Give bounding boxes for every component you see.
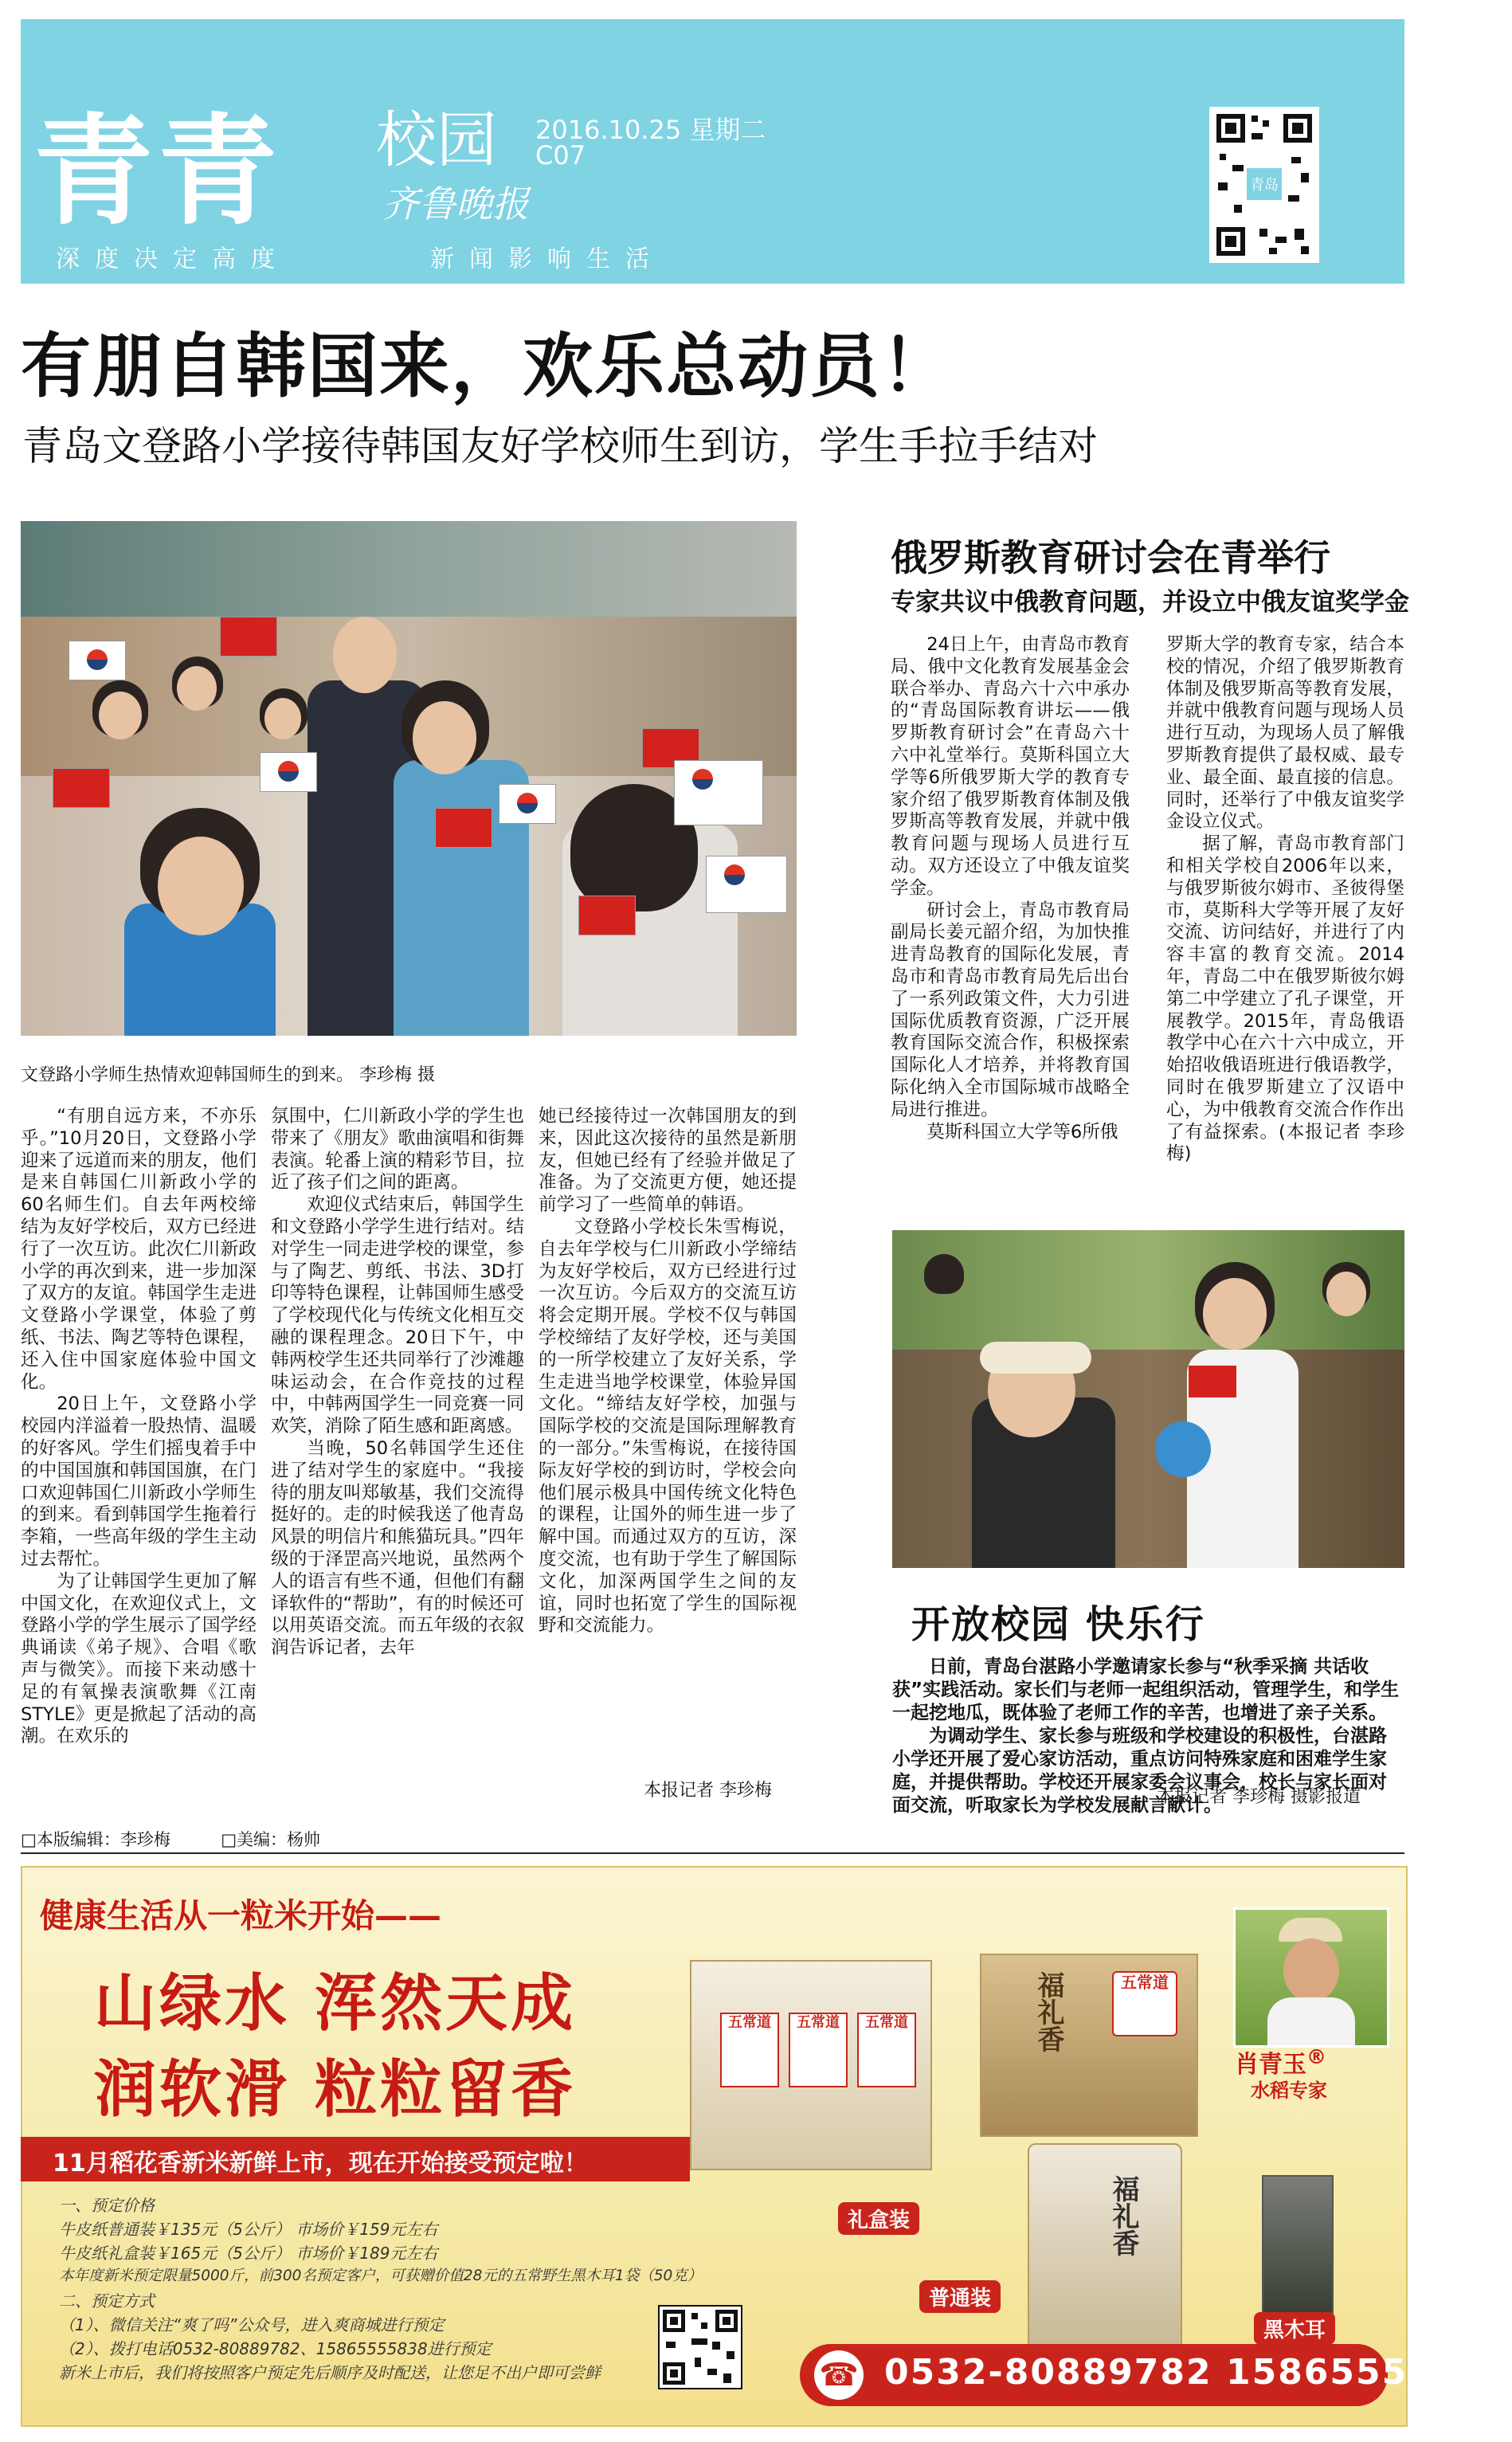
qr-label: 青岛: [1250, 177, 1279, 194]
lead-byline: 本报记者 李珍梅: [644, 1781, 772, 1801]
ad-tagline: 健康生活从一粒米开始——: [40, 1896, 442, 1935]
lead-column-3: [539, 1106, 797, 1637]
expert-photo: [1233, 1907, 1389, 2048]
slogan-right: 新闻影响生活: [430, 245, 664, 273]
fungus-label: 黑木耳: [1254, 2312, 1335, 2345]
gift-box-brand: 福礼香: [1032, 1971, 1064, 2052]
russia-column-1: [891, 634, 1130, 1143]
box-brand-label: 五常道: [789, 2013, 848, 2087]
ad-detail: 牛皮纸礼盒装￥165元（5公斤） 市场价￥189元左右: [59, 2244, 438, 2263]
ad-slogan-line-2: 润软滑 粒粒留香: [94, 2053, 577, 2126]
divider: [21, 1852, 1404, 1854]
paragraph: 文登路小学校长朱雪梅说，自去年学校与仁川新政小学缔结为友好学校后，双方已经进行过一次互访。今后双方的交流互访将会定期开展。学校不仅与韩国学校缔结了友好学校，还与美国的一所学校建立了友好关系，学生走进当地学校课堂，体验异国文化。“缔结友好学校，加强与国际学校的交流是国际理解教育的一部分。”朱雪梅说，在接待国际友好学校的到访时，学校会向他们展示极具中国传统文化特色的课程，让国外的师生进一步了解中国。而通过双方的互访，深度交流，也有助于学生了解国际文化，加深两国学生之间的友谊，同时也拓宽了学生的国际视野和交流能力。: [539, 1216, 797, 1636]
designer-credit: □美编：杨帅: [221, 1830, 321, 1849]
editor-credit: □本版编辑：李珍梅: [21, 1830, 170, 1849]
paragraph: 欢迎仪式结束后，韩国学生和文登路小学学生进行结对。结对学生一同走进学校的课堂，参与了陶艺、剪纸、书法、3D打印等特色课程，让韩国师生感受了学校现代化与传统文化相互交融的课程理念。20日下午，中韩两校学生还共同举行了沙滩趣味运动会，在合作竞技的过程中，中韩两国学生一同竞赛一同欢笑，消除了陌生感和距离感。: [271, 1194, 524, 1437]
phone-icon[interactable]: ☎: [814, 2350, 864, 2400]
ad-detail: 新米上市后，我们将按照客户预定先后顺序及时配送，让您足不出户即可尝鲜: [59, 2363, 601, 2382]
issue-date: 2016.10.25 星期二: [535, 115, 766, 145]
paragraph: 研讨会上，青岛市教育局副局长姜元韶介绍，为加快推进青岛教育的国际化发展，青岛市和青岛市教育局先后出台了一系列政策文件，大力引进国际优质教育资源，广泛开展教育国际交流合作，积极探索国际化人才培养，并将教育国际化纳入全市国际城市战略全局进行推进。: [891, 900, 1130, 1120]
rice-bag-brand: 福礼香: [1107, 2175, 1139, 2256]
subheadline: 青岛文登路小学接待韩国友好学校师生到访，学生手拉手结对: [22, 423, 1098, 469]
ad-detail: 一、预定价格: [59, 2196, 155, 2215]
open-campus-byline: 本报记者 李珍梅 摄影报道: [1157, 1787, 1361, 1807]
credits: [21, 1827, 320, 1851]
ad-detail: 牛皮纸普通装￥135元（5公斤） 市场价￥159元左右: [59, 2220, 438, 2239]
ad-banner-text: 11月稻花香新米新鲜上市，现在开始接受预定啦！: [53, 2150, 588, 2177]
paragraph: 据了解，青岛市教育部门和相关学校自2006年以来，与俄罗斯彼尔姆市、圣彼得堡市，莫斯科大学等开展了友好交流、访问结好，并进行了内容丰富的教育交流。2014年，青岛二中在俄罗斯彼尔姆第二中学建立了孔子课堂，开展教学。2015年，青岛俄语教学中心在六十六中成立，开始招收俄语班进行俄语教学，同时在俄罗斯建立了汉语中心，为中俄教育交流合作作出了有益探索。(本报记者 李珍梅): [1166, 833, 1404, 1165]
russia-subtitle: 专家共议中俄教育问题，并设立中俄友谊奖学金: [891, 588, 1409, 617]
lead-column-2: [271, 1106, 524, 1660]
paragraph: 日前，青岛台湛路小学邀请家长参与“秋季采摘 共话收获”实践活动。家长们与老师一起组织活动，管理学生，和学生一起挖地瓜，既体验了老师工作的辛苦，也增进了亲子关系。: [892, 1656, 1400, 1723]
headline: 有朋自韩国来，欢乐总动员！: [21, 325, 954, 407]
paragraph: 她已经接待过一次韩国朋友的到来，因此这次接待的虽然是新朋友，但她已经有了经验并做足了准备。为了交流更方便，她还提前学习了一些简单的韩语。: [539, 1106, 797, 1216]
regular-label: 普通装: [919, 2280, 1001, 2313]
open-campus-title: 开放校园 快乐行: [911, 1602, 1205, 1647]
paragraph: 莫斯科国立大学等6所俄: [926, 1121, 1118, 1143]
ad-slogan-line-1: 山绿水 浑然天成: [94, 1967, 577, 2040]
paragraph: 24日上午，由青岛市教育局、俄中文化教育发展基金会联合举办、青岛六十六中承办的“青岛国际教育讲坛——俄罗斯教育研讨会”在青岛六十六中礼堂举行。莫斯科国立大学等6所俄罗斯大学的教育专家介绍了俄罗斯教育体制及俄罗斯高等教育发展，并就中俄教育问题与现场人员进行互动。双方还设立了中俄友谊奖学金。: [891, 634, 1130, 899]
ad-detail: （2）、拨打电话0532-80889782、15865555838进行预定: [59, 2339, 492, 2358]
brand-logo: 青青: [33, 101, 283, 241]
ad-detail: 二、预定方式: [59, 2291, 155, 2311]
ad-detail: 本年度新米预定限量5000斤，前300名预定客户，可获赠价值28元的五常野生黑木耳1袋（50克）: [59, 2268, 703, 2284]
paragraph: “有朋自远方来，不亦乐乎。”10月20日，文登路小学迎来了远道而来的朋友，他们是来自韩国仁川新政小学的60名师生们。自去年两校缔结为友好学校后，双方已经进行了一次互访。此次仁川新政小学的再次到来，进一步加深了双方的友谊。韩国学生走进文登路小学课堂，体验了剪纸、书法、陶艺等特色课程，还入住中国家庭体验中国文化。: [21, 1106, 257, 1393]
paragraph: 为调动学生、家长参与班级和学校建设的积极性，台湛路小学还开展了爱心家访活动，重点访问特殊家庭和困难学生家庭，并提供帮助。学校还开展家委会议事会，校长与家长面对面交流，听取家长为学校发展献言献计。: [892, 1726, 1387, 1816]
russia-column-2: [1166, 634, 1404, 1166]
gift-box-stamp: 五常道: [1112, 1971, 1177, 2036]
ad-detail: （1）、微信关注“爽了吗”公众号，进入爽商城进行预定: [59, 2315, 445, 2334]
paragraph: 罗斯大学的教育专家，结合本校的情况，介绍了俄罗斯教育体制及俄罗斯高等教育发展，并就中俄教育问题与现场人员进行互动，为现场人员了解俄罗斯教育提供了最权威、最专业、最全面、最直接的信息。同时，还举行了中俄友谊奖学金设立仪式。: [1166, 634, 1404, 833]
phone-numbers[interactable]: 0532-80889782 15865555838: [884, 2352, 1512, 2393]
page-code: C07: [535, 140, 586, 171]
russia-title: 俄罗斯教育研讨会在青举行: [891, 536, 1330, 579]
expert-title: 水稻专家: [1251, 2079, 1327, 2102]
box-brand-label: 五常道: [857, 2013, 916, 2087]
registered-mark: ®: [1306, 2045, 1326, 2068]
paper-name: 齐鲁晚报: [382, 182, 529, 225]
box-brand-label: 五常道: [720, 2013, 779, 2087]
expert-name: 肖青玉®: [1235, 2045, 1326, 2079]
harvest-photo: [892, 1230, 1404, 1568]
fungus-bag: [1262, 2175, 1334, 2314]
paragraph: 当晚，50名韩国学生还住进了结对学生的家庭中。“我接待的朋友叫郑敏基，我们交流得挺好的。走的时候我送了他青岛风景的明信片和熊猫玩具。”四年级的于泽罡高兴地说，虽然两个人的语言有些不通，但他们有翻译软件的“帮助”，有的时候还可以用英语交流。而五年级的衣叙润告诉记者，去年: [271, 1437, 524, 1659]
paragraph: 20日上午，文登路小学校园内洋溢着一股热情、温暖的好客风。学生们摇曳着手中的中国国旗和韩国国旗，在门口欢迎韩国仁川新政小学师生的到来。看到韩国学生拖着行李箱，一些高年级的学生主动过去帮忙。: [21, 1393, 257, 1570]
lead-column-1: [21, 1106, 257, 1748]
section-name: 校园: [376, 104, 497, 175]
paragraph: 为了让韩国学生更加了解中国文化，在欢迎仪式上，文登路小学的学生展示了国学经典诵读《弟子规》、合唱《歌声与微笑》。而接下来动感十足的有氧操表演歌舞《江南STYLE》更是掀起了活动的高潮。在欢乐的: [21, 1570, 257, 1747]
qr-code-icon[interactable]: [1209, 107, 1319, 263]
photo-caption: 文登路小学师生热情欢迎韩国师生的到来。 李珍梅 摄: [21, 1065, 435, 1085]
welcome-photo: [21, 521, 797, 1036]
slogan-left: 深度决定高度: [56, 245, 290, 273]
gift-box-label: 礼盒装: [838, 2202, 919, 2235]
qr-code-icon[interactable]: [658, 2305, 742, 2389]
paragraph: 氛围中，仁川新政小学的学生也带来了《朋友》歌曲演唱和街舞表演。轮番上演的精彩节目，拉近了孩子们之间的距离。: [271, 1106, 524, 1194]
